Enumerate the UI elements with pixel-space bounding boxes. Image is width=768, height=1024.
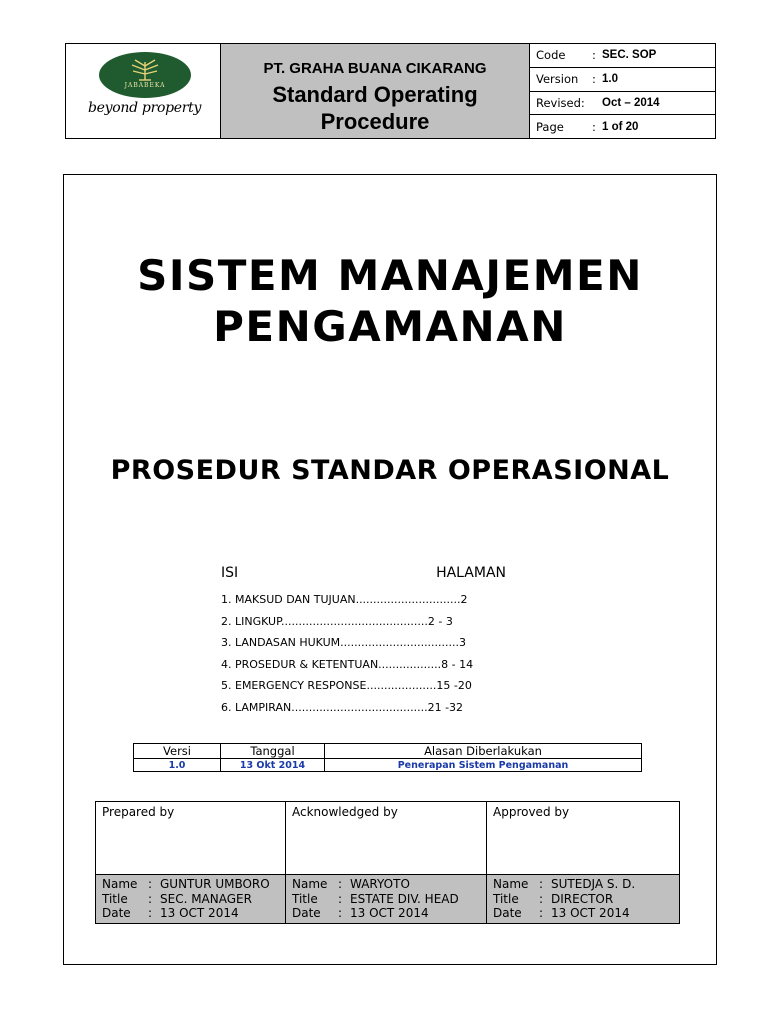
signer-date: 13 OCT 2014 — [160, 906, 239, 920]
toc-item: 2. LINGKUP..........................................2 - 3 — [221, 614, 453, 628]
title-label: Title — [102, 891, 128, 906]
meta-label: Revised: — [536, 95, 585, 110]
logo-tagline: beyond property — [88, 100, 202, 116]
colon: : — [338, 906, 343, 920]
signature-table — [95, 801, 680, 924]
meta-page — [530, 115, 715, 138]
title-label: Title — [292, 891, 318, 906]
meta-label: Code — [536, 48, 566, 63]
subtitle: PROSEDUR STANDAR OPERASIONAL — [110, 455, 670, 486]
logo-cell — [66, 44, 221, 138]
toc-item: 3. LANDASAN HUKUM..................................3 — [221, 636, 467, 649]
colon: : — [539, 906, 544, 920]
meta-colon: : — [592, 119, 596, 134]
meta-colon: : — [592, 48, 596, 63]
name-label: Name — [102, 877, 138, 891]
version-table — [133, 743, 642, 772]
version-col-tanggal: Tanggal — [221, 744, 325, 759]
signature-details — [487, 875, 680, 924]
jababeka-logo-icon — [99, 52, 191, 98]
main-title — [64, 250, 716, 352]
meta-value: Oct – 2014 — [602, 96, 660, 109]
signature-role: Approved by — [487, 802, 680, 875]
toc-item: 1. MAKSUD DAN TUJUAN..............................2 — [221, 593, 468, 606]
signer-title: ESTATE DIV. HEAD — [350, 891, 459, 906]
document-header — [65, 43, 716, 139]
date-label: Date — [493, 906, 522, 920]
colon: : — [539, 891, 544, 906]
meta-revised — [530, 92, 715, 116]
name-label: Name — [292, 877, 328, 891]
signer-name: WARYOTO — [350, 877, 410, 891]
version-header-row — [134, 744, 642, 759]
header-title-cell — [221, 44, 530, 138]
signer-title: SEC. MANAGER — [160, 891, 252, 906]
signature-role: Acknowledged by — [286, 802, 487, 875]
signature-role: Prepared by — [96, 802, 286, 875]
colon: : — [539, 877, 544, 891]
toc-col-right: HALAMAN — [436, 565, 506, 581]
company-name: PT. GRAHA BUANA CIKARANG — [263, 60, 487, 77]
colon: : — [338, 891, 343, 906]
main-title-line2: PENGAMANAN — [213, 302, 567, 351]
name-label: Name — [493, 877, 529, 891]
title-label: Title — [493, 891, 519, 906]
version-reason: Penerapan Sistem Pengamanan — [325, 759, 642, 772]
date-label: Date — [102, 906, 131, 920]
signer-date: 13 OCT 2014 — [551, 906, 630, 920]
document-type: Standard Operating Procedure — [272, 82, 478, 134]
main-title-line1: SISTEM MANAJEMEN — [137, 251, 643, 300]
version-col-alasan: Alasan Diberlakukan — [325, 744, 642, 759]
version-date: 13 Okt 2014 — [221, 759, 325, 772]
signer-name: SUTEDJA S. D. — [551, 877, 636, 891]
colon: : — [148, 906, 153, 920]
signature-details-row — [96, 875, 680, 924]
cover-frame — [63, 174, 717, 965]
colon: : — [338, 877, 343, 891]
signature-role-row — [96, 802, 680, 875]
signature-details — [286, 875, 487, 924]
meta-version — [530, 68, 715, 92]
toc-item: 5. EMERGENCY RESPONSE....................15 -20 — [221, 679, 472, 692]
logo-text: JABABEKA — [124, 82, 166, 89]
toc-item: 6. LAMPIRAN.......................................21 -32 — [221, 700, 464, 714]
colon: : — [148, 891, 153, 906]
table-of-contents — [221, 565, 506, 718]
toc-header — [221, 565, 506, 581]
meta-value: 1.0 — [602, 73, 618, 86]
toc-item: 4. PROSEDUR & KETENTUAN..................8 - 14 — [221, 657, 474, 671]
meta-colon: : — [592, 72, 596, 87]
meta-label: Version — [536, 72, 579, 87]
version-value: 1.0 — [134, 759, 221, 772]
signer-date: 13 OCT 2014 — [350, 906, 429, 920]
meta-code — [530, 44, 715, 68]
document-meta — [530, 44, 715, 138]
signer-title: DIRECTOR — [551, 891, 614, 906]
date-label: Date — [292, 906, 321, 920]
meta-value: 1 of 20 — [602, 120, 639, 133]
signature-details — [96, 875, 286, 924]
toc-col-left: ISI — [221, 565, 239, 581]
signer-name: GUNTUR UMBORO — [160, 877, 270, 891]
version-col-versi: Versi — [134, 744, 221, 759]
colon: : — [148, 877, 153, 891]
version-data-row — [134, 759, 642, 772]
meta-value: SEC. SOP — [602, 49, 657, 62]
meta-label: Page — [536, 119, 564, 134]
